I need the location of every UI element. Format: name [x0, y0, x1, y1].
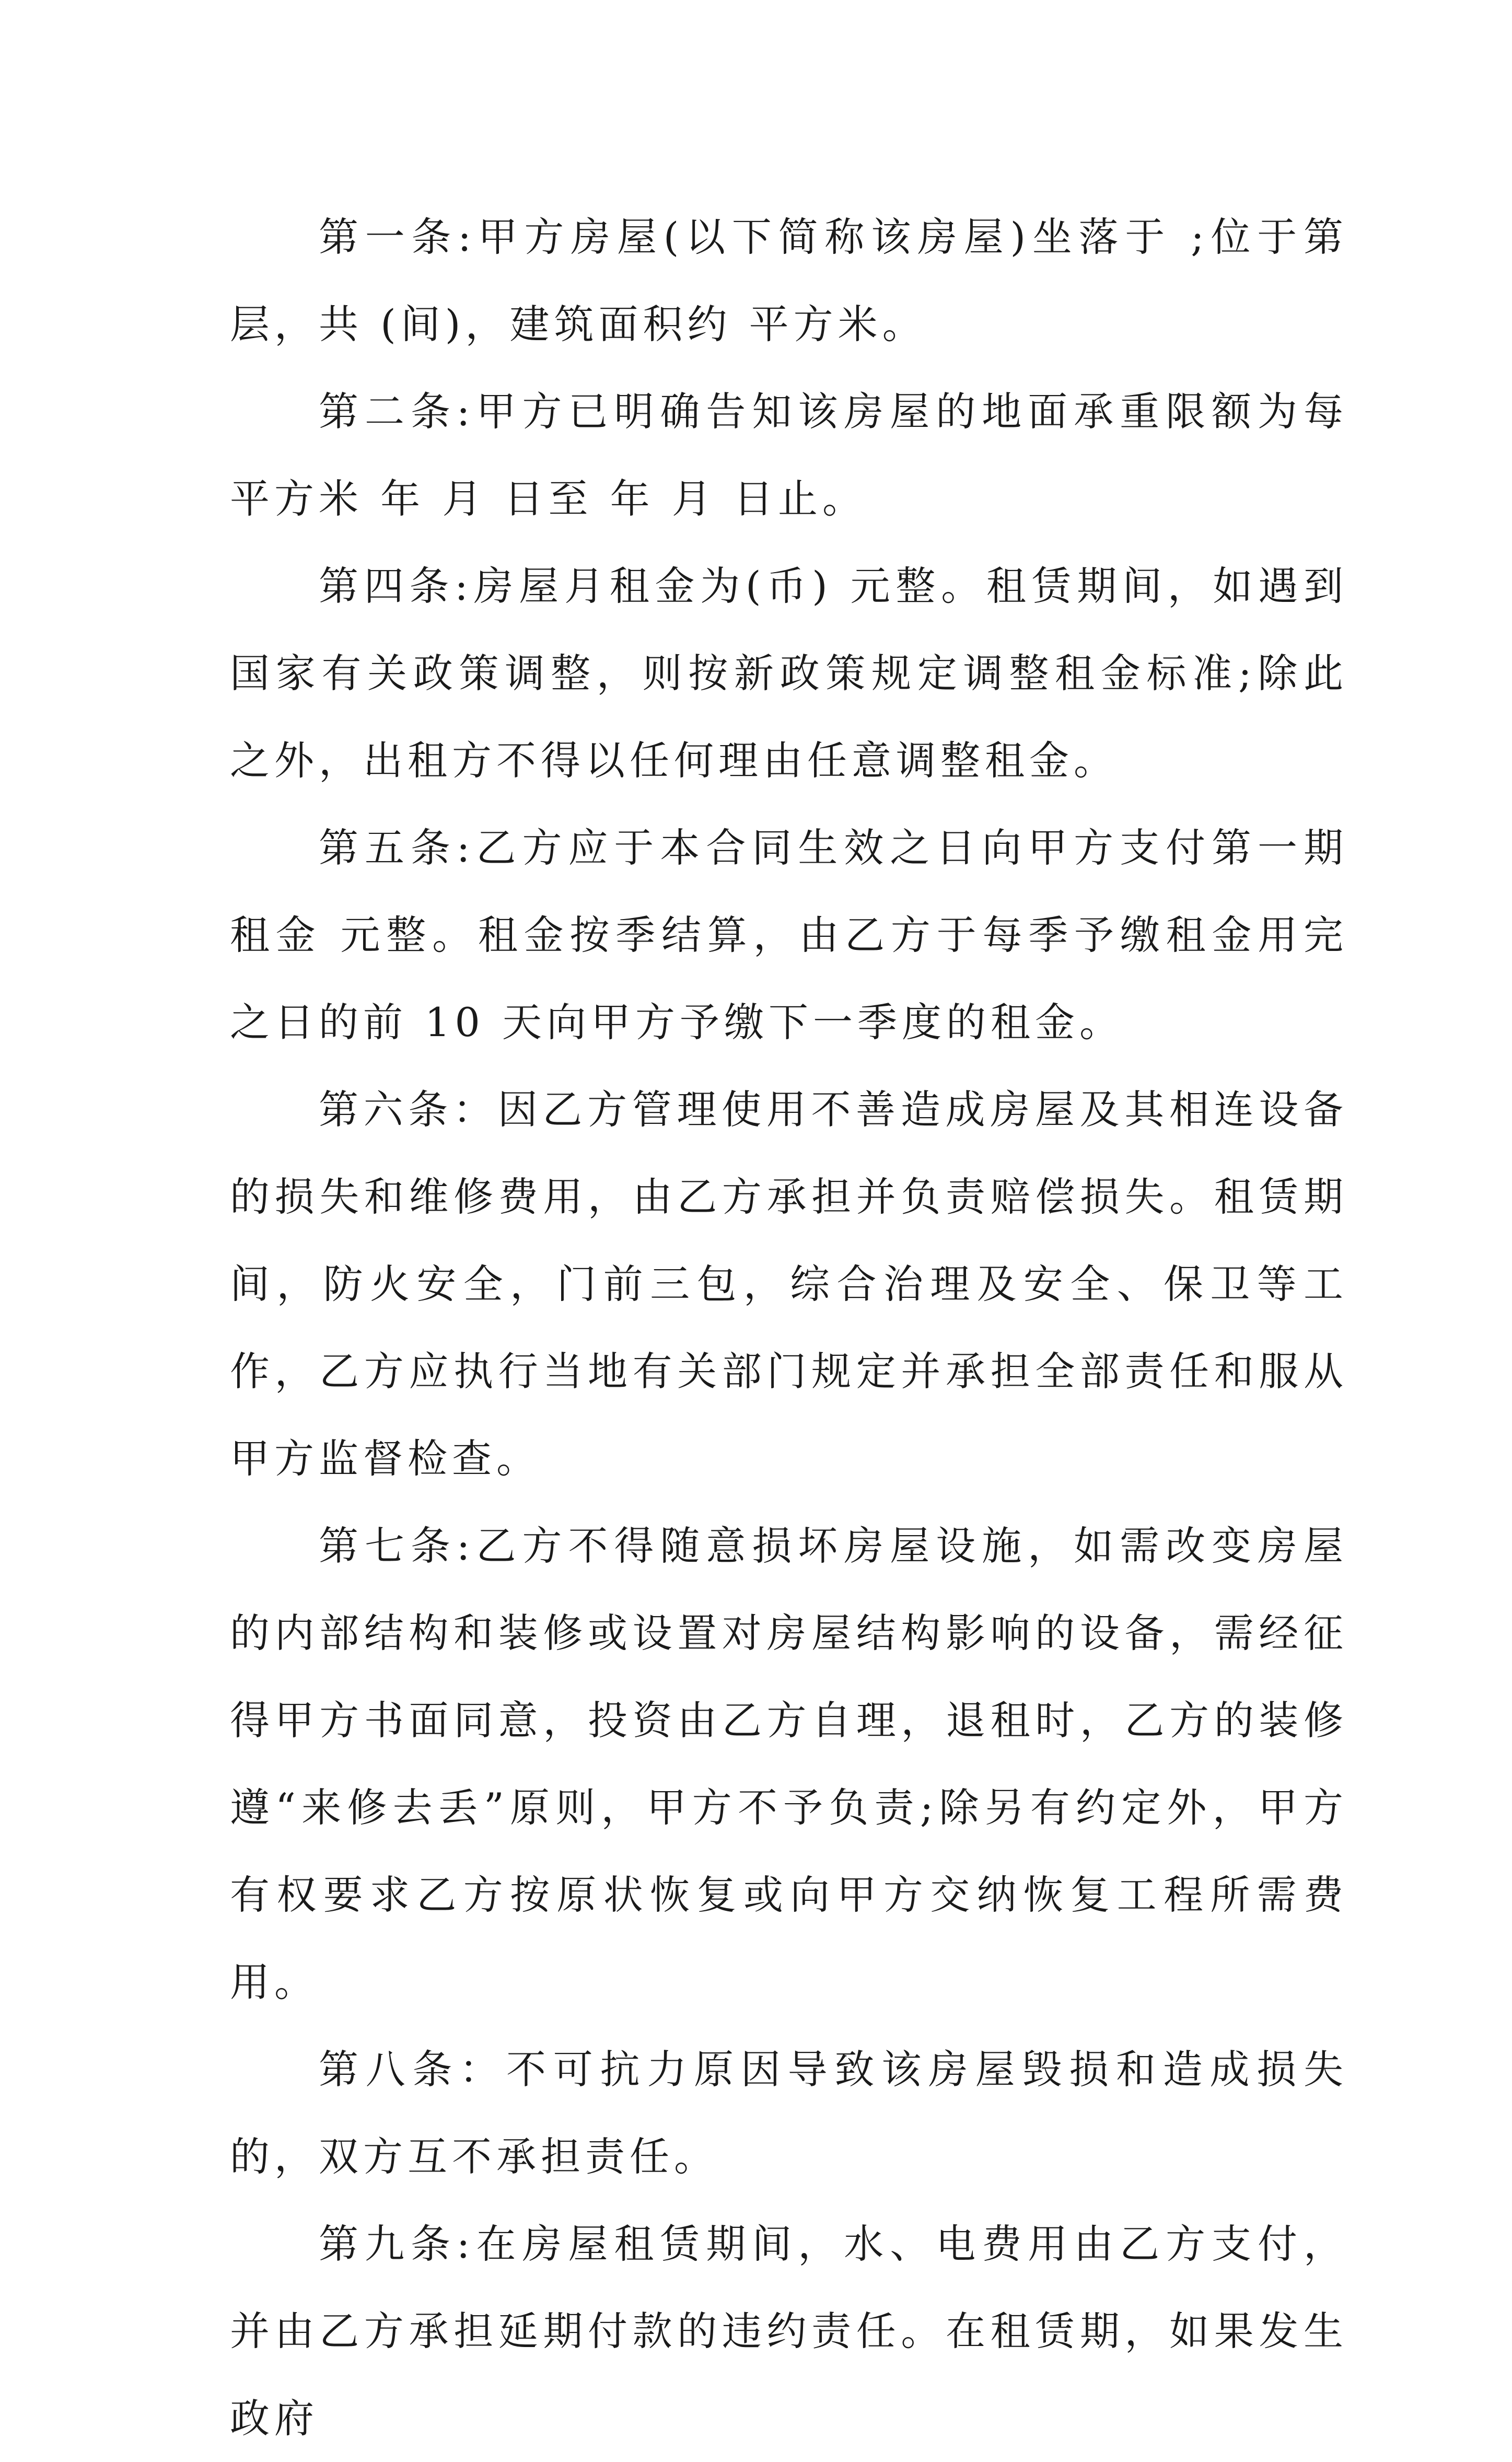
- clause-8-paragraph: 第八条：不可抗力原因导致该房屋毁损和造成损失的，双方互不承担责任。: [230, 2046, 1348, 2180]
- clause-4-paragraph: 第四条:房屋月租金为(币) 元整。租赁期间，如遇到国家有关政策调整，则按新政策规定调整租金标准;除此之外，出租方不得以任何理由任意调整租金。: [230, 563, 1348, 784]
- clause-5-paragraph: 第五条:乙方应于本合同生效之日向甲方支付第一期租金 元整。租金按季结算，由乙方于每季予缴租金用完之日的前 10 天向甲方予缴下一季度的租金。: [230, 824, 1348, 1046]
- clause-9-paragraph: 第九条:在房屋租赁期间，水、电费用由乙方支付，并由乙方承担延期付款的违约责任。在租赁期，如果发生政府: [230, 2221, 1348, 2442]
- clause-6-paragraph: 第六条：因乙方管理使用不善造成房屋及其相连设备的损失和维修费用，由乙方承担并负责赔偿损失。租赁期间，防火安全，门前三包，综合治理及安全、保卫等工作，乙方应执行当地有关部门规定并承担全部责任和服从甲方监督检查。: [230, 1086, 1348, 1482]
- contract-body: [230, 193, 1348, 2462]
- clause-7-paragraph: 第七条:乙方不得随意损坏房屋设施，如需改变房屋的内部结构和装修或设置对房屋结构影响的设备，需经征得甲方书面同意，投资由乙方自理，退租时，乙方的装修遵“来修去丢”原则，甲方不予负责;除另有约定外，甲方有权要求乙方按原状恢复或向甲方交纳恢复工程所需费用。: [230, 1523, 1348, 2005]
- clause-1-paragraph: 第一条:甲方房屋(以下简称该房屋)坐落于 ;位于第 层，共 (间)，建筑面积约 平方米。: [230, 214, 1348, 347]
- clause-2-paragraph: 第二条:甲方已明确告知该房屋的地面承重限额为每平方米 年 月 日至 年 月 日止。: [230, 388, 1348, 522]
